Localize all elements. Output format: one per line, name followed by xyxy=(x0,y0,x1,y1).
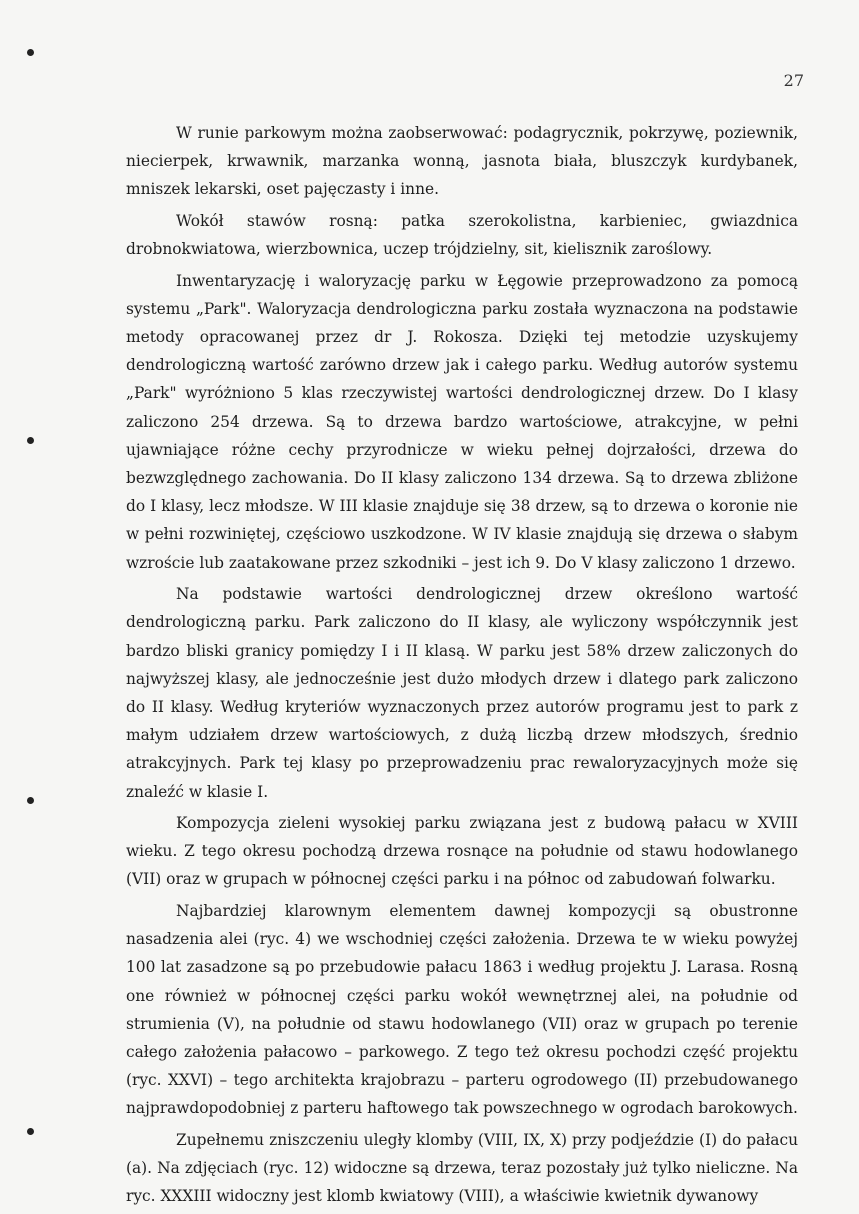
page-number: 27 xyxy=(783,71,804,90)
paragraph: Na podstawie wartości dendrologicznej drzew określono wartość dendrologiczną parku. Park zaliczono do II klasy, ale wyliczony współczynnik jest bardzo bliski granicy pomiędzy I i II klasą. W parku jest 58% drzew zaliczonych do najwyższej klasy, ale jednocześnie jest dużo młodych drzew i dlatego park zaliczono do II klasy. Według kryteriów wyznaczonych przez autorów programu jest to park z małym udziałem drzew wartościowych, z dużą liczbą drzew młodszych, średnio atrakcyjnych. Park tej klasy po przeprowadzeniu prac rewaloryzacyjnych może się znaleźć w klasie I. xyxy=(126,585,798,801)
punch-hole-mark xyxy=(27,437,34,444)
punch-hole-mark xyxy=(27,49,34,56)
paragraph: Inwentaryzację i waloryzację parku w Łęgowie przeprowadzono za pomocą systemu „Park". Waloryzacja dendrologiczna parku została wyznaczona na podstawie metody opracowanej przez dr J. Rokosza. Dzięki tej metodzie uzyskujemy dendrologiczną wartość zarówno drzew jak i całego parku. Według autorów systemu „Park" wyróżniono 5 klas rzeczywistej wartości dendrologicznej drzew. Do I klasy zaliczono 254 drzewa. Są to drzewa bardzo wartościowe, atrakcyjne, w pełni ujawniające różne cechy przyrodnicze w wieku pełnej dojrzałości, drzewa do bezwzględnego zachowania. Do II klasy zaliczono 134 drzewa. Są to drzewa zbliżone do I klasy, lecz młodsze. W III klasie znajduje się 38 drzew, są to drzewa o koronie nie w pełni rozwiniętej, częściowo uszkodzone. W IV klasie znajdują się drzewa o słabym wzroście lub zaatakowane przez szkodniki – jest ich 9. Do V klasy zaliczono 1 drzewo. xyxy=(126,271,798,572)
body-text xyxy=(126,119,798,1214)
punch-hole-mark xyxy=(27,797,34,804)
paragraph: Wokół stawów rosną: patka szerokolistna, karbieniec, gwiazdnica drobnokwiatowa, wierzbownica, uczep trójdzielny, sit, kielisznik zaroślowy. xyxy=(126,211,798,259)
paragraph: Najbardziej klarownym elementem dawnej kompozycji są obustronne nasadzenia alei (ryc. 4) we wschodniej części założenia. Drzewa te w wieku powyżej 100 lat zasadzone są po przebudowie pałacu 1863 i według projektu J. Larasa. Rosną one również w północnej części parku wokół wewnętrznej alei, na południe od strumienia (V), na południe od stawu hodowlanego (VII) oraz w grupach po terenie całego założenia pałacowo – parkowego. Z tego też okresu pochodzi część projektu (ryc. XXVI) – tego architekta krajobrazu – parteru ogrodowego (II) przebudowanego najprawdopodobniej z parteru haftowego tak powszechnego w ogrodach barokowych. xyxy=(126,901,798,1118)
paragraph: Zupełnemu zniszczeniu uległy klomby (VIII, IX, X) przy podjeździe (I) do pałacu (a). Na zdjęciach (ryc. 12) widoczne są drzewa, teraz pozostały już tylko nieliczne. Na ryc. XXXIII widoczny jest klomb kwiatowy (VIII), a właściwie kwietnik dywanowy xyxy=(126,1130,798,1206)
punch-hole-mark xyxy=(27,1128,34,1135)
paragraph: W runie parkowym można zaobserwować: podagrycznik, pokrzywę, poziewnik, niecierpek, krwawnik, marzanka wonną, jasnota biała, bluszczyk kurdybanek, mniszek lekarski, oset pajęczasty i inne. xyxy=(126,124,798,199)
paragraph: Kompozycja zieleni wysokiej parku związana jest z budową pałacu w XVIII wieku. Z tego okresu pochodzą drzewa rosnące na południe od stawu hodowlanego (VII) oraz w grupach w północnej części parku i na północ od zabudowań folwarku. xyxy=(126,814,798,889)
